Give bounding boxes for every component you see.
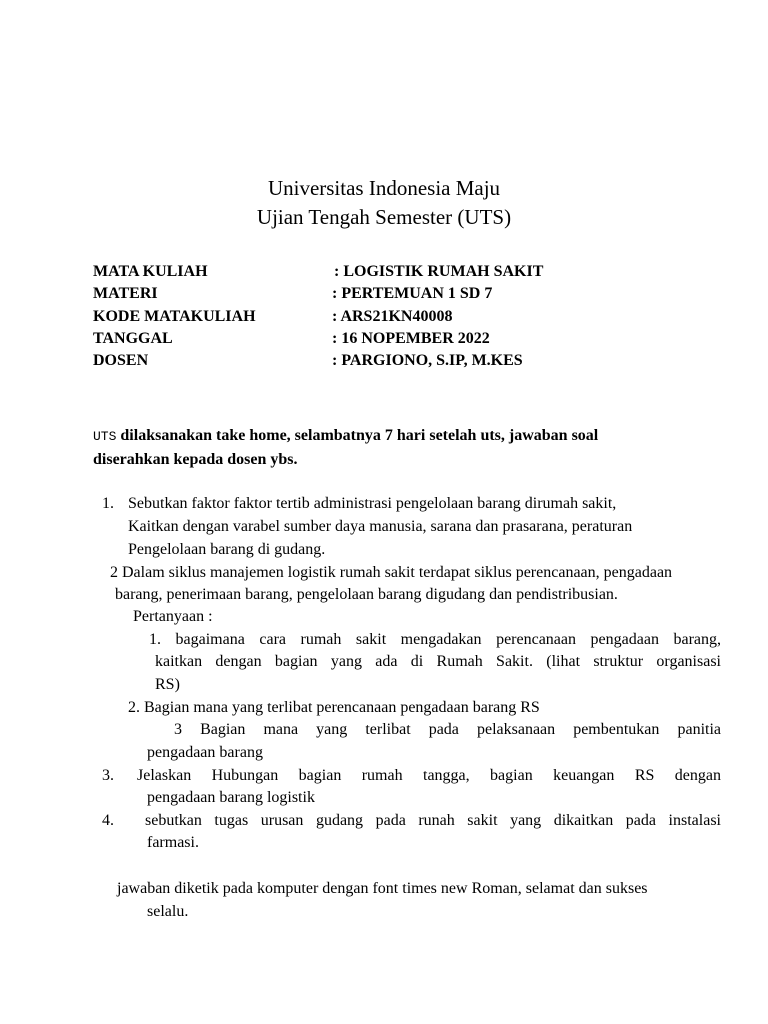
- question-4-line-1: sebutkan tugas urusan gudang pada runah sakit yang dikaitkan pada instalasi: [145, 812, 721, 829]
- question-2-sub-3-line-1: 3 Bagian mana yang terlibat pada pelaksanaan pembentukan panitia: [174, 721, 721, 738]
- question-3-number: 3.: [102, 767, 114, 784]
- question-2-sub-2: 2. Bagian mana yang terlibat perencanaan pengadaan barang RS: [128, 699, 540, 716]
- closing-line-1: jawaban diketik pada komputer dengan font times new Roman, selamat dan sukses: [117, 880, 648, 897]
- intro-prefix: UTS: [93, 429, 117, 444]
- question-4-number: 4.: [102, 812, 114, 829]
- info-value-materi: : PERTEMUAN 1 SD 7: [332, 285, 493, 302]
- intro-line-1: [93, 426, 598, 447]
- question-2-line-2: barang, penerimaan barang, pengelolaan barang digudang dan pendistribusian.: [115, 586, 618, 603]
- info-label-dosen: DOSEN: [93, 352, 149, 369]
- closing-line-2: selalu.: [147, 903, 189, 920]
- question-1-line-1: Sebutkan faktor faktor tertib administrasi pengelolaan barang dirumah sakit,: [128, 495, 617, 512]
- info-label-mata-kuliah: MATA KULIAH: [93, 263, 208, 280]
- question-1-line-2: Kaitkan dengan varabel sumber daya manusia, sarana dan prasarana, peraturan: [128, 518, 633, 535]
- exam-title: Ujian Tengah Semester (UTS): [256, 205, 512, 229]
- info-value-mata-kuliah: : LOGISTIK RUMAH SAKIT: [334, 263, 544, 280]
- intro-text-1: dilaksanakan take home, selambatnya 7 hari setelah uts, jawaban soal: [120, 427, 599, 444]
- university-name: Universitas Indonesia Maju: [267, 176, 501, 200]
- question-2-line-1: 2 Dalam siklus manajemen logistik rumah sakit terdapat siklus perencanaan, pengadaan: [110, 564, 673, 581]
- question-2-sub-1-line-2: kaitkan dengan bagian yang ada di Rumah Sakit. (lihat struktur organisasi: [155, 653, 721, 670]
- question-2-pertanyaan: Pertanyaan :: [133, 608, 213, 625]
- info-value-tanggal: : 16 NOPEMBER 2022: [332, 330, 490, 347]
- info-label-kode-matakuliah: KODE MATAKULIAH: [93, 308, 256, 325]
- question-3-line-2: pengadaan barang logistik: [147, 789, 315, 806]
- question-1-line-3: Pengelolaan barang di gudang.: [128, 541, 326, 558]
- info-label-tanggal: TANGGAL: [93, 330, 173, 347]
- intro-line-2: diserahkan kepada dosen ybs.: [93, 451, 298, 468]
- question-2-sub-1-line-3: RS): [155, 676, 180, 693]
- info-value-dosen: : PARGIONO, S.IP, M.KES: [332, 352, 523, 369]
- question-2-sub-1-line-1: 1. bagaimana cara rumah sakit mengadakan perencanaan pengadaan barang,: [149, 631, 721, 648]
- question-4-line-2: farmasi.: [147, 834, 199, 851]
- info-label-materi: MATERI: [93, 285, 158, 302]
- info-value-kode-matakuliah: : ARS21KN40008: [332, 308, 453, 325]
- question-2-sub-3-line-2: pengadaan barang: [147, 744, 263, 761]
- question-1-number: 1.: [102, 495, 114, 512]
- question-3-line-1: Jelaskan Hubungan bagian rumah tangga, bagian keuangan RS dengan: [137, 767, 721, 784]
